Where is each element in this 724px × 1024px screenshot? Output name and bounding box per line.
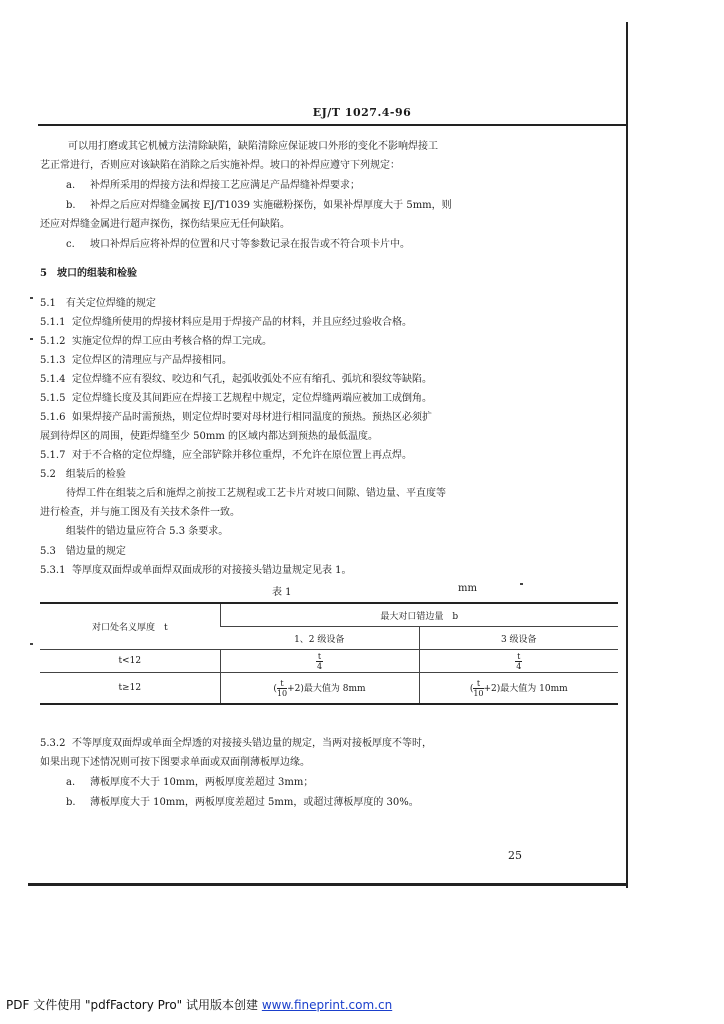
clause-number: 5.1.6 xyxy=(40,412,66,423)
subsection-heading-5-3: 5.3 错边量的规定 xyxy=(40,546,126,557)
fraction: $\frac{t}{4}$ xyxy=(316,651,323,671)
list-item-a2 xyxy=(66,776,313,790)
clause-number: 5.1.2 xyxy=(40,336,66,347)
table-header-thickness: 对口处名义厚度 t xyxy=(40,603,220,650)
scan-mark xyxy=(30,643,33,645)
list-item-c xyxy=(66,238,410,252)
footer-link[interactable]: www.fineprint.com.cn xyxy=(261,998,393,1012)
clause-5-1-4 xyxy=(40,373,432,387)
clause-5-1-7 xyxy=(40,449,412,463)
list-label: a. xyxy=(66,777,76,788)
pdf-footer xyxy=(6,996,392,1013)
clause-text: 对于不合格的定位焊缝，应全部铲除并移位重焊，不允许在原位置上再点焊。 xyxy=(72,450,412,461)
list-text: 薄板厚度大于 10mm，两板厚度差超过 5mm，或超过薄板厚度的 30%。 xyxy=(90,797,419,808)
page-frame-right xyxy=(626,22,628,888)
list-text: 坡口补焊后应将补焊的位置和尺寸等参数记录在报告或不符合项卡片中。 xyxy=(90,239,410,250)
list-text: 补焊之后应对焊缝金属按 EJ/T1039 实施磁粉探伤，如果补焊厚度大于 5mm，则 xyxy=(90,200,452,211)
clause-number: 5.3.2 xyxy=(40,738,66,749)
clause-5-3-1 xyxy=(40,564,352,578)
para-5-2-cont: 进行检查，并与施工图及有关技术条件一致。 xyxy=(40,507,240,518)
list-label: c. xyxy=(66,239,75,250)
clause-text: 定位焊缝长度及其间距应在焊接工艺规程中规定，定位焊缝两端应被加工成倒角。 xyxy=(72,393,432,404)
header-rule xyxy=(38,124,626,126)
clause-number: 5.1.7 xyxy=(40,450,66,461)
clause-number: 5.1.5 xyxy=(40,393,66,404)
clause-number: 5.1.1 xyxy=(40,317,66,328)
clause-5-1-1 xyxy=(40,316,412,330)
clause-5-3-2-cont: 如果出现下述情况则可按下图要求单面或双面削薄板厚边缘。 xyxy=(40,757,310,768)
table-1 xyxy=(40,602,618,705)
list-item-b xyxy=(66,199,452,213)
table-subheader-class3: 3 级设备 xyxy=(419,627,618,650)
table-cell xyxy=(419,650,618,673)
list-item-b2 xyxy=(66,796,419,810)
page-frame-bottom xyxy=(28,883,628,886)
table-row-label: t<12 xyxy=(40,650,220,673)
subsection-heading-5-1: 5.1 有关定位焊缝的规定 xyxy=(40,298,156,309)
scan-mark xyxy=(520,583,523,585)
list-label: a. xyxy=(66,180,76,191)
clause-text: 如果焊接产品时需预热，则定位焊时要对母材进行相同温度的预热。预热区必须扩 xyxy=(72,412,432,423)
scan-mark xyxy=(30,297,33,299)
list-label: b. xyxy=(66,200,76,211)
clause-5-1-5 xyxy=(40,392,432,406)
para-5-2-b: 组装件的错边量应符合 5.3 条要求。 xyxy=(66,526,229,537)
page-number: 25 xyxy=(508,849,522,862)
clause-5-1-3 xyxy=(40,354,232,368)
clause-text: 等厚度双面焊或单面焊双面成形的对接接头错边量规定见表 1。 xyxy=(72,565,352,576)
clause-text: 不等厚度双面焊或单面全焊透的对接接头错边量的规定，当两对接板厚度不等时， xyxy=(72,738,432,749)
clause-text: 实施定位焊的焊工应由考核合格的焊工完成。 xyxy=(72,336,272,347)
para-5-2: 待焊工件在组装之后和施焊之前按工艺规程或工艺卡片对坡口间隙、错边量、平直度等 xyxy=(66,488,446,499)
clause-number: 5.3.1 xyxy=(40,565,66,576)
list-text: 补焊所采用的焊接方法和焊接工艺应满足产品焊缝补焊要求； xyxy=(90,180,360,191)
list-text: 薄板厚度不大于 10mm，两板厚度差超过 3mm； xyxy=(90,777,314,788)
list-item-b-cont: 还应对焊缝金属进行超声探伤，探伤结果应无任何缺陷。 xyxy=(40,219,290,230)
clause-number: 5.1.3 xyxy=(40,355,66,366)
fraction: $\frac{t}{10}$ xyxy=(473,678,484,698)
subsection-heading-5-2: 5.2 组装后的检验 xyxy=(40,469,126,480)
table-cell xyxy=(220,650,419,673)
footer-text: PDF 文件使用 "pdfFactory Pro" 试用版本创建 xyxy=(6,998,259,1012)
table-unit: mm xyxy=(458,583,477,594)
table-caption: 表 1 xyxy=(272,587,292,598)
fraction: $\frac{t}{4}$ xyxy=(516,651,522,671)
table-cell: ( $\frac{t}{10}$ +2)最大值为 8mm xyxy=(220,673,419,705)
table-row-label: t≥12 xyxy=(40,673,220,705)
clause-5-1-6-cont: 展到待焊区的周围，使距焊缝至少 50mm 的区域内都达到预热的最低温度。 xyxy=(40,431,379,442)
table-header-misalignment: 最大对口错边量 b xyxy=(220,603,618,627)
para-intro: 可以用打磨或其它机械方法清除缺陷，缺陷清除应保证坡口外形的变化不影响焊接工 xyxy=(68,141,438,152)
list-item-a xyxy=(66,179,360,193)
clause-text: 定位焊区的清理应与产品焊接相同。 xyxy=(72,355,232,366)
section-heading-5: 5 坡口的组装和检验 xyxy=(40,268,137,279)
clause-5-3-2 xyxy=(40,737,432,751)
clause-5-1-2 xyxy=(40,335,272,349)
fraction: $\frac{t}{10}$ xyxy=(276,678,288,698)
para-intro-cont: 艺正常进行，否则应对该缺陷在消除之后实施补焊。坡口的补焊应遵守下列规定： xyxy=(40,160,400,171)
scan-mark xyxy=(30,338,33,340)
clause-5-1-6 xyxy=(40,411,432,425)
clause-text: 定位焊缝所使用的焊接材料应是用于焊接产品的材料，并且应经过验收合格。 xyxy=(72,317,412,328)
list-label: b. xyxy=(66,797,76,808)
doc-header: EJ/T 1027.4-96 xyxy=(312,106,412,119)
clause-number: 5.1.4 xyxy=(40,374,66,385)
table-subheader-class12: 1、2 级设备 xyxy=(220,627,419,650)
clause-text: 定位焊缝不应有裂纹、咬边和气孔，起弧收弧处不应有缩孔、弧坑和裂纹等缺陷。 xyxy=(72,374,432,385)
table-cell: ( $\frac{t}{10}$ +2)最大值为 10mm xyxy=(419,673,618,705)
